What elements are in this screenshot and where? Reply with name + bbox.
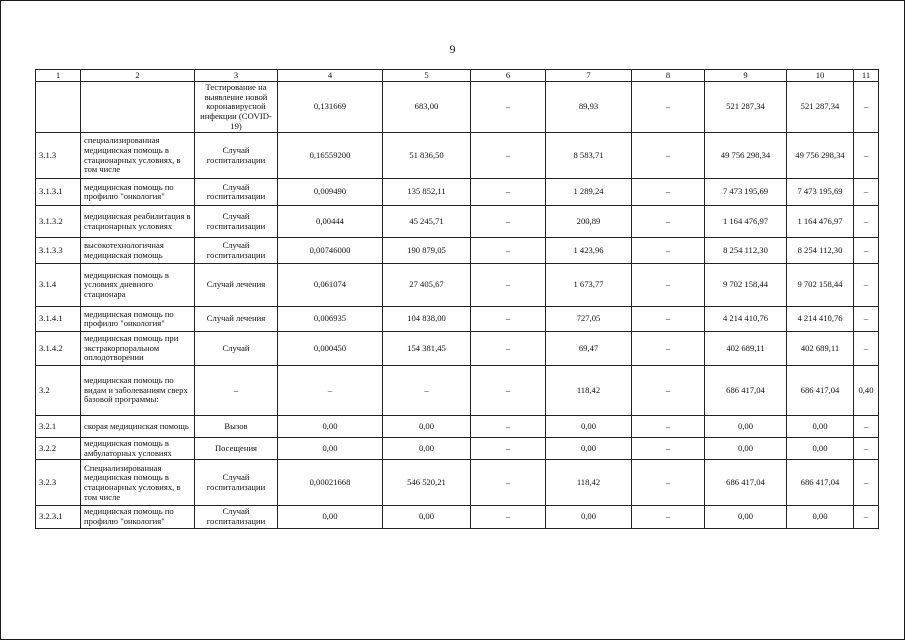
column-header: 8 (632, 70, 705, 82)
value-cell: 45 245,71 (383, 206, 471, 238)
column-header: 7 (546, 70, 632, 82)
value-cell: 402 689,11 (705, 332, 787, 366)
value-cell: – (471, 506, 546, 528)
value-cell: – (632, 264, 705, 307)
table-header-row (36, 70, 879, 82)
value-cell: 521 287,34 (705, 82, 787, 133)
value-cell: 0,00444 (278, 206, 383, 238)
value-cell: 1 423,96 (546, 238, 632, 264)
value-cell: – (632, 133, 705, 179)
row-name: высокотехнологичная медицинская помощь (81, 238, 195, 264)
value-cell: – (471, 264, 546, 307)
value-cell: 0,061074 (278, 264, 383, 307)
column-header: 9 (705, 70, 787, 82)
value-cell: – (632, 460, 705, 506)
value-cell: 0,00 (705, 416, 787, 438)
unit-cell: Случай госпитализации (195, 238, 278, 264)
value-cell: – (278, 366, 383, 416)
value-cell: 686 417,04 (787, 366, 854, 416)
row-name: Специализированная медицинская помощь в стационарных условиях, в том числе (81, 460, 195, 506)
table-row (36, 179, 879, 206)
unit-cell: Случай лечения (195, 264, 278, 307)
column-header: 5 (383, 70, 471, 82)
value-cell: 0,00 (787, 506, 854, 528)
value-cell: 0,006935 (278, 307, 383, 332)
value-cell: 135 852,11 (383, 179, 471, 206)
row-name (81, 82, 195, 133)
value-cell: 4 214 410,76 (787, 307, 854, 332)
value-cell: 0,00 (278, 416, 383, 438)
row-number: 3.2.2 (36, 438, 81, 460)
table-row (36, 460, 879, 506)
value-cell: – (854, 332, 879, 366)
table-row (36, 82, 879, 133)
value-cell: 0,00 (705, 506, 787, 528)
value-cell: 118,42 (546, 460, 632, 506)
value-cell: 683,00 (383, 82, 471, 133)
value-cell: 7 473 195,69 (705, 179, 787, 206)
table-row (36, 416, 879, 438)
value-cell: – (471, 82, 546, 133)
value-cell: 0,00 (383, 416, 471, 438)
unit-cell: Случай госпитализации (195, 206, 278, 238)
value-cell: 0,00 (705, 438, 787, 460)
unit-cell: Случай госпитализации (195, 133, 278, 179)
value-cell: – (471, 438, 546, 460)
value-cell: – (854, 179, 879, 206)
value-cell: 0,00 (546, 416, 632, 438)
value-cell: – (471, 179, 546, 206)
value-cell: – (854, 264, 879, 307)
row-number: 3.1.4.2 (36, 332, 81, 366)
value-cell: – (854, 506, 879, 528)
row-number: 3.1.3 (36, 133, 81, 179)
value-cell: 686 417,04 (705, 460, 787, 506)
value-cell: – (632, 238, 705, 264)
unit-cell: Случай лечения (195, 307, 278, 332)
value-cell: 154 381,45 (383, 332, 471, 366)
value-cell: – (471, 416, 546, 438)
value-cell: 190 879,05 (383, 238, 471, 264)
value-cell: 1 289,24 (546, 179, 632, 206)
row-number: 3.1.3.2 (36, 206, 81, 238)
value-cell: 104 838,00 (383, 307, 471, 332)
table-row (36, 438, 879, 460)
value-cell: – (854, 416, 879, 438)
value-cell: 49 756 298,34 (705, 133, 787, 179)
value-cell: – (632, 416, 705, 438)
row-name: скорая медицинская помощь (81, 416, 195, 438)
column-header: 2 (81, 70, 195, 82)
value-cell: – (383, 366, 471, 416)
page-number: 9 (449, 42, 456, 56)
value-cell: 0,00 (383, 506, 471, 528)
column-header: 4 (278, 70, 383, 82)
value-cell: 89,93 (546, 82, 632, 133)
value-cell: 51 836,50 (383, 133, 471, 179)
value-cell: 69,47 (546, 332, 632, 366)
table-row (36, 206, 879, 238)
value-cell: – (632, 506, 705, 528)
table-row (36, 133, 879, 179)
value-cell: 0,00746000 (278, 238, 383, 264)
table-row (36, 506, 879, 528)
table-row (36, 307, 879, 332)
value-cell: – (632, 307, 705, 332)
value-cell: 0,131669 (278, 82, 383, 133)
value-cell: – (632, 82, 705, 133)
value-cell: 7 473 195,69 (787, 179, 854, 206)
unit-cell: Случай госпитализации (195, 179, 278, 206)
value-cell: – (854, 238, 879, 264)
value-cell: 0,00 (546, 438, 632, 460)
unit-cell: Вызов (195, 416, 278, 438)
value-cell: – (632, 366, 705, 416)
row-number: 3.2.3.1 (36, 506, 81, 528)
value-cell: – (471, 206, 546, 238)
value-cell: 9 702 158,44 (705, 264, 787, 307)
value-cell: – (854, 460, 879, 506)
column-header: 1 (36, 70, 81, 82)
column-header: 6 (471, 70, 546, 82)
value-cell: 27 405,67 (383, 264, 471, 307)
row-number (36, 82, 81, 133)
value-cell: 0,00 (278, 438, 383, 460)
value-cell: 118,42 (546, 366, 632, 416)
value-cell: 9 702 158,44 (787, 264, 854, 307)
value-cell: – (471, 307, 546, 332)
value-cell: – (471, 460, 546, 506)
value-cell: 0,00021668 (278, 460, 383, 506)
value-cell: 727,05 (546, 307, 632, 332)
value-cell: – (632, 438, 705, 460)
unit-cell: Случай (195, 332, 278, 366)
row-name: специализированная медицинская помощь в стационарных условиях, в том числе (81, 133, 195, 179)
row-number: 3.2.3 (36, 460, 81, 506)
value-cell: 0,009490 (278, 179, 383, 206)
value-cell: – (854, 307, 879, 332)
row-name: медицинская помощь по профилю "онкология" (81, 506, 195, 528)
value-cell: 0,00 (546, 506, 632, 528)
table-body (36, 82, 879, 529)
value-cell: – (854, 82, 879, 133)
unit-cell: Случай госпитализации (195, 460, 278, 506)
value-cell: 686 417,04 (787, 460, 854, 506)
value-cell: 8 583,71 (546, 133, 632, 179)
table-row (36, 264, 879, 307)
row-number: 3.1.3.3 (36, 238, 81, 264)
row-name: медицинская помощь при экстракорпоральном оплодотворении (81, 332, 195, 366)
column-header: 3 (195, 70, 278, 82)
row-name: медицинская помощь по профилю "онкология" (81, 307, 195, 332)
row-name: медицинская реабилитация в стационарных условиях (81, 206, 195, 238)
value-cell: – (471, 366, 546, 416)
value-cell: 521 287,34 (787, 82, 854, 133)
value-cell: 0,00 (787, 416, 854, 438)
row-number: 3.1.4 (36, 264, 81, 307)
value-cell: 0,00 (787, 438, 854, 460)
value-cell: – (471, 238, 546, 264)
value-cell: – (854, 438, 879, 460)
unit-cell: Случай госпитализации (195, 506, 278, 528)
value-cell: – (632, 206, 705, 238)
row-number: 3.2 (36, 366, 81, 416)
value-cell: 1 164 476,97 (705, 206, 787, 238)
value-cell: 0,00 (383, 438, 471, 460)
value-cell: 0,00 (278, 506, 383, 528)
value-cell: – (854, 206, 879, 238)
value-cell: 0,40 (854, 366, 879, 416)
value-cell: 4 214 410,76 (705, 307, 787, 332)
value-cell: – (632, 179, 705, 206)
row-number: 3.1.4.1 (36, 307, 81, 332)
row-name: медицинская помощь по профилю "онкология" (81, 179, 195, 206)
table-row (36, 366, 879, 416)
row-name: медицинская помощь в условиях дневного стационара (81, 264, 195, 307)
value-cell: 8 254 112,30 (705, 238, 787, 264)
table-row (36, 332, 879, 366)
value-cell: – (471, 133, 546, 179)
column-header: 11 (854, 70, 879, 82)
value-cell: – (854, 133, 879, 179)
unit-cell: – (195, 366, 278, 416)
value-cell: 8 254 112,30 (787, 238, 854, 264)
value-cell: 686 417,04 (705, 366, 787, 416)
row-name: медицинская помощь в амбулаторных условиях (81, 438, 195, 460)
value-cell: 49 756 298,34 (787, 133, 854, 179)
value-cell: – (632, 332, 705, 366)
value-cell: 0,000450 (278, 332, 383, 366)
value-cell: 1 673,77 (546, 264, 632, 307)
value-cell: 402 689,11 (787, 332, 854, 366)
value-cell: 200,89 (546, 206, 632, 238)
value-cell: 1 164 476,97 (787, 206, 854, 238)
row-name: медицинская помощь по видам и заболеваниям сверх базовой программы: (81, 366, 195, 416)
data-table (35, 69, 879, 529)
column-header: 10 (787, 70, 854, 82)
value-cell: 0,16559200 (278, 133, 383, 179)
row-number: 3.2.1 (36, 416, 81, 438)
table-row (36, 238, 879, 264)
unit-cell: Посещения (195, 438, 278, 460)
unit-cell: Тестирование на выявление новой коронавирусной инфекции (COVID-19) (195, 82, 278, 133)
value-cell: 546 520,21 (383, 460, 471, 506)
row-number: 3.1.3.1 (36, 179, 81, 206)
value-cell: – (471, 332, 546, 366)
